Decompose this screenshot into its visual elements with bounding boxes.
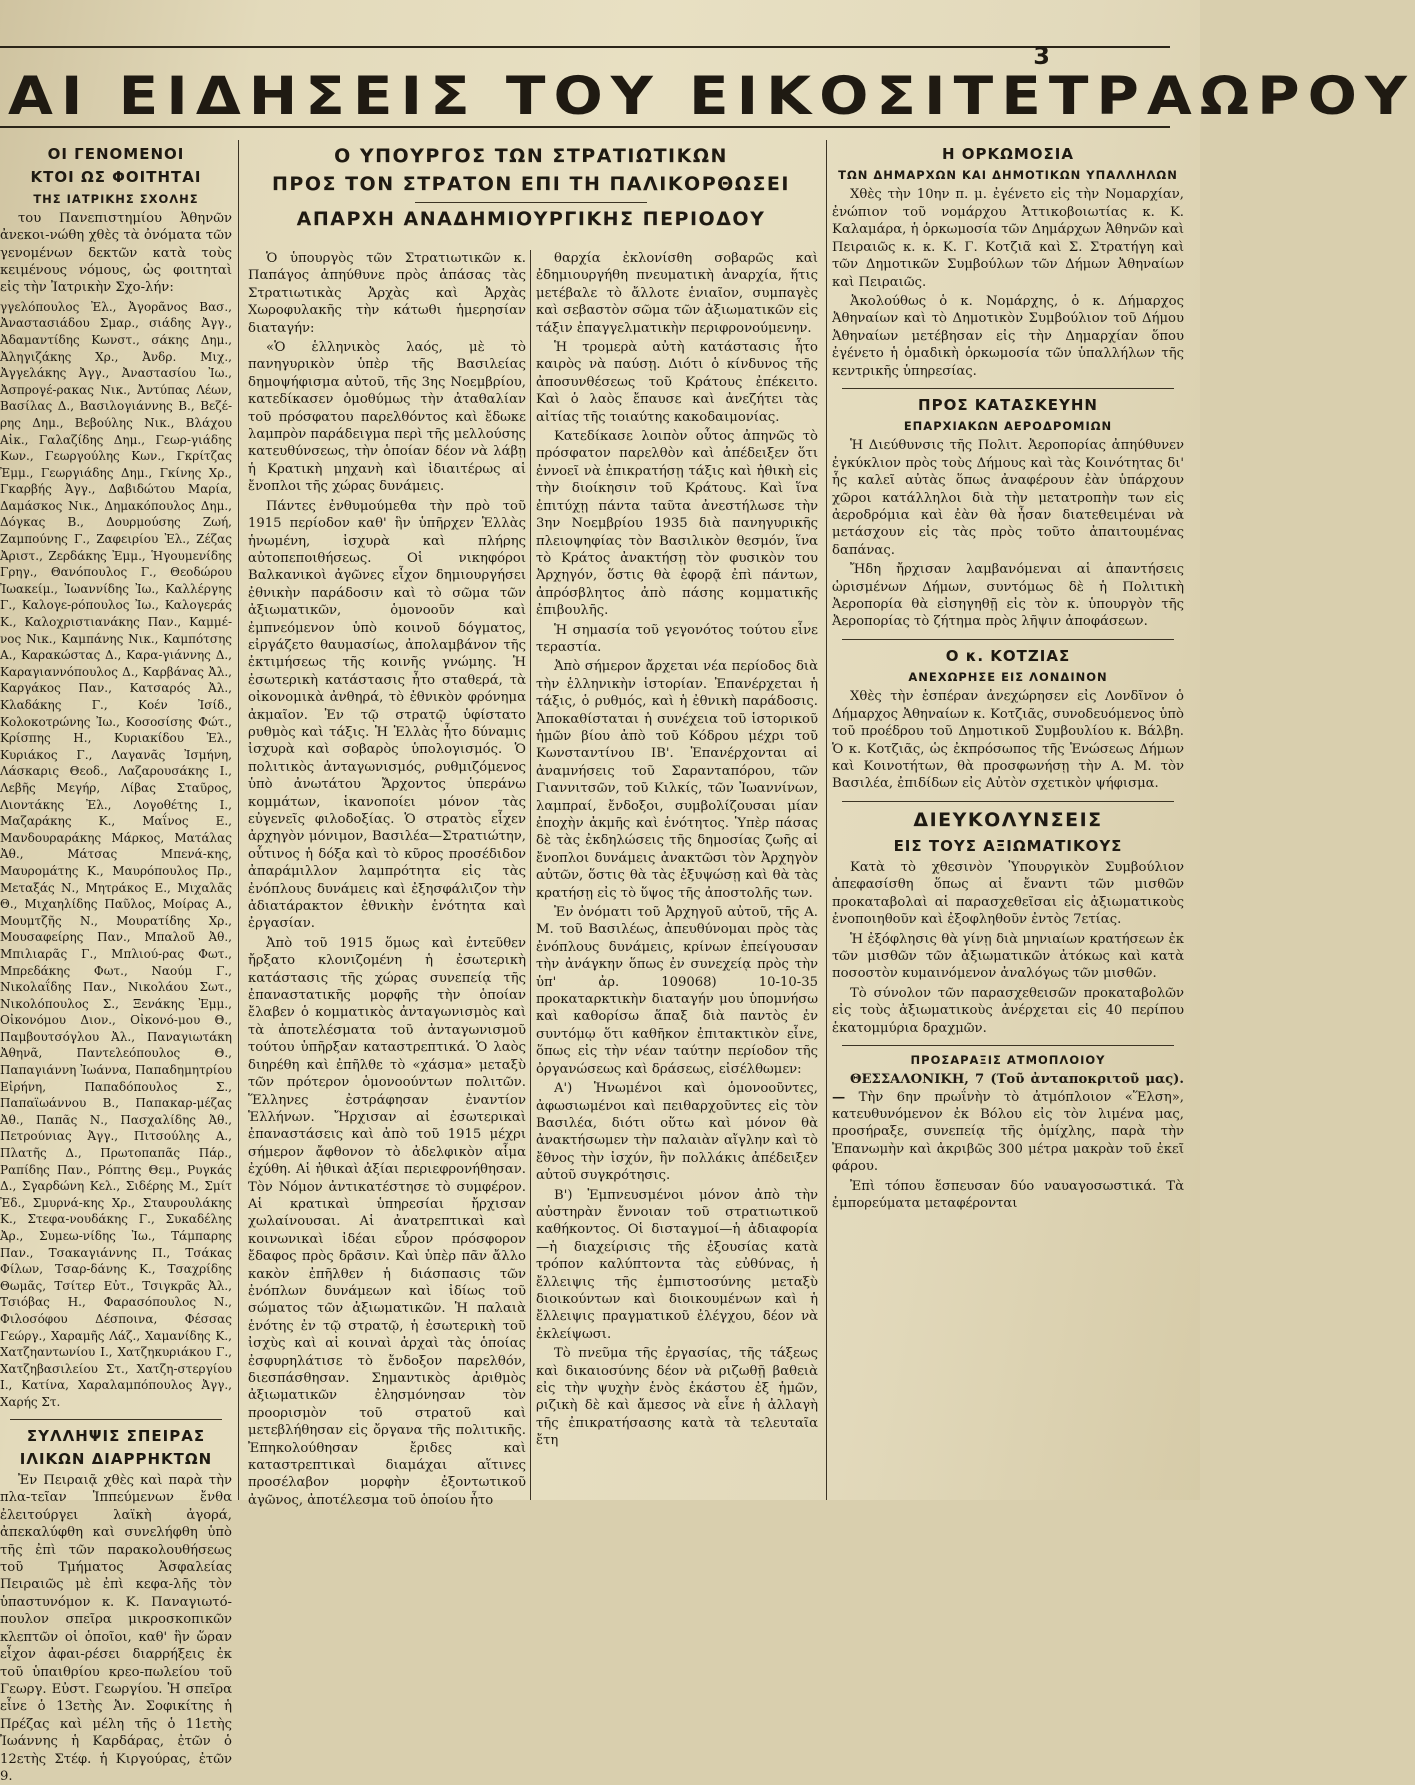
article-paragraph: θαρχία ἐκλονίσθη σοβαρῶς καὶ ἐδημιουργήθη πνευματικὴ ἀναρχία, ἥτις μετέβαλε τὸ ἄλλοτε ἑνιαῖον, συμπαγὲς καὶ σεβαστὸν σῶμα τῶν ἀξιωματικῶν εἰς τάξιν ἐπαγγελματικὴν περιφρονούμενην. bbox=[536, 251, 818, 336]
right-article-4-heading: ΔΙΕΥΚΟΛΥΝΣΕΙΣ bbox=[913, 808, 1103, 831]
center-column-a bbox=[248, 250, 526, 1508]
masthead bbox=[0, 18, 1415, 128]
article-paragraph: Ἡ ἐξόφλησις θὰ γίνῃ διὰ μηνιαίων κρατήσεων ἐκ τῶν μισθῶν τῶν ἀξιωματικῶν ἀτόκως καὶ κατὰ ποσοστὸν κυμαινόμενον ἀναλόγως τῶν μισθῶν. bbox=[832, 931, 1184, 982]
center-article-subheading: ΑΠΑΡΧΗ ΑΝΑΔΗΜΙΟΥΡΓΙΚΗΣ ΠΕΡΙΟΔΟΥ bbox=[296, 207, 766, 230]
center-article-heading: ΠΡΟΣ ΤΟΝ ΣΤΡΑΤΟΝ ΕΠΙ ΤΗ ΠΑΛΙΚΟΡΘΩΣΕΙ bbox=[272, 172, 790, 195]
page-number: 3 bbox=[1033, 42, 1050, 70]
article-paragraph: Ἐν ὀνόματι τοῦ Ἀρχηγοῦ αὐτοῦ, τῆς Α. Μ. τοῦ Βασιλέως, ἀπευθύνομαι πρὸς τὰς ἐνόπλους δυνάμεις, κρίνων ἐπείγουσαν τὴν ἀνάγκην ὅπως ἐν συνεχείᾳ πρὸς τὴν ὑπ' ἀρ. 109068) 10-10-35 προκαταρκτικὴν διαταγήν μου ὑπομνήσω καὶ καθορίσω ἅπαξ διὰ παντὸς ἐν συντόμῳ ὅτι καθῆκον ἐπιτακτικὸν εἶνε, ὅπως εἰς τὴν νέαν ταύτην περίοδον τῆς ὀργανώσεως καὶ δράσεως, εἰσέλθωμεν: bbox=[536, 905, 818, 1077]
left-column bbox=[0, 140, 232, 1784]
left-article-heading: ΚΤΟΙ ΩΣ ΦΟΙΤΗΤΑΙ bbox=[30, 168, 202, 187]
article-paragraph: Ἀκολούθως ὁ κ. Νομάρχης, ὁ κ. Δήμαρχος Ἀθηναίων καὶ τὸ Δημοτικὸν Συμβούλιον τοῦ Δήμου Ἀθηναίων μετέβησαν εἰς τὴν Δημαρχίαν ὅπου ἐγένετο ἡ ὁμαδικὴ ὁρκωμοσία τῶν ὑπαλλήλων τῆς κεντρικῆς ὑπηρεσίας. bbox=[832, 293, 1184, 379]
masthead-top-rule bbox=[0, 46, 1170, 48]
article-paragraph: Χθὲς τὴν ἑσπέραν ἀνεχώρησεν εἰς Λονδῖνον ὁ Δήμαρχος Ἀθηναίων κ. Κοτζιᾶς, συνοδευόμενος ὑπὸ τοῦ προέδρου τοῦ Δημοτικοῦ Συμβουλίου κ. Βάλβη. Ὁ κ. Κοτζιᾶς, ὡς ἐκπρόσωπος τῆς Ἑνώσεως Δήμων καὶ Κοινοτήτων, θὰ προσφωνήσῃ τὴν Α. Μ. τὸν Βασιλέα, ἐπιδίδων εἰς Αὐτὸν σχετικὸν ψήφισμα. bbox=[832, 689, 1184, 792]
article-paragraph: Ἀπὸ σήμερον ἄρχεται νέα περίοδος διὰ τὴν ἑλληνικὴν ἱστορίαν. Ἐπανέρχεται ἡ τάξις, ὁ ρυθμός, καὶ ἡ ἐθνικὴ παράδοσις. Ἀποκαθίσταται ἡ συνέχεια τοῦ ἱστορικοῦ ἡμῶν βίου ἀπὸ τοῦ Κόδρου μέχρι τοῦ Κωνσταντίνου ΙΒ'. Ἐπανέρχονται αἱ ἀναμνήσεις τοῦ Σαρανταπόρου, τῶν Γιαννιτσῶν, τοῦ Κιλκίς, τῶν Ἰωαννίνων, λαμπραί, ἔνδοξοι, συμβολίζουσαι μίαν ἐποχὴν ἀκμῆς καὶ ἑνότητος. Ὑπὲρ πάσας δὲ τὰς ἐκδηλώσεις τῆς δημοσίας ζωῆς αἱ ἔνοπλοι δυνάμεις ἀνακτῶσι τὸν Ἀρχηγὸν αὐτῶν, ὅστις θὰ τὰς ἐξυψώσῃ καὶ θὰ τὰς κρατήσῃ εἰς τὸ ὕψος τῆς ἀποστολῆς των. bbox=[536, 659, 818, 901]
column-rule bbox=[530, 250, 531, 1500]
column-rule bbox=[238, 140, 239, 1500]
right-article-2-subheading: ΕΠΑΡΧΙΑΚΩΝ ΑΕΡΟΔΡΟΜΙΩΝ bbox=[903, 419, 1113, 434]
right-article-2-heading: ΠΡΟΣ ΚΑΤΑΣΚΕΥΗΝ bbox=[918, 395, 1098, 414]
masthead-title: ΑΙ ΕΙΔΗΣΕΙΣ ΤΟΥ ΕΙΚΟΣΙΤΕΤΡΑΩΡΟΥ bbox=[8, 65, 1415, 127]
article-paragraph: Ἡ Διεύθυνσις τῆς Πολιτ. Ἀεροπορίας ἀπηύθυνεν ἐγκύκλιον πρὸς τοὺς Δήμους καὶ τὰς Κοινότητας δι' ἧς καλεῖ αὐτὰς ὅπως ἀναφέρουν ἐὰν ὑπάρχουν χῶροι κατάλληλοι διὰ τὴν μετατροπὴν των εἰς ἀεροδρόμια καὶ ἐὰν θὰ ἦσαν διατεθειμέναι νὰ μετάσχουν εἰς τὰς πρὸς τοῦτο ἀπαιτουμένας δαπάνας. bbox=[832, 438, 1184, 558]
right-article-4-subheading: ΕΙΣ ΤΟΥΣ ΑΞΙΩΜΑΤΙΚΟΥΣ bbox=[893, 836, 1123, 855]
left-article-2-heading: ΣΥΛΛΗΨΙΣ ΣΠΕΙΡΑΣ bbox=[26, 1426, 206, 1445]
article-paragraph: Κατεδίκασε λοιπὸν οὗτος ἀπηνῶς τὸ πρόσφατον παρελθὸν καὶ ἀπέδειξεν ὅτι ἐννοεῖ νὰ ἐπικρατήσῃ τάξις καὶ ἠθικὴ εἰς τὴν διοίκησιν τοῦ Κράτους. Καὶ ἵνα ἐπιτύχῃ πάντα ταῦτα ἀνεστήλωσε τὴν 3ην Νοεμβρίου 1935 διὰ πανηγυρικῆς πλειοψηφίας τὸν Βασιλικὸν θεσμόν, ἵνα τὸ Κράτος ἀνακτήσῃ τὸν φυσικὸν του Ἀρχηγόν, ὅστις θὰ ἐφορᾷ ἐπὶ πάντων, ἀπρόσβλητος ἀπὸ πάσης κομματικῆς ἐπιβουλῆς. bbox=[536, 429, 818, 619]
right-article-1-subheading: ΤΩΝ ΔΗΜΑΡΧΩΝ ΚΑΙ ΔΗΜΟΤΙΚΩΝ ΥΠΑΛΛΗΛΩΝ bbox=[838, 168, 1178, 183]
masthead-bottom-rule bbox=[0, 126, 1170, 128]
left-article-2-heading: ΙΛΙΚΩΝ ΔΙΑΡΡΗΚΤΩΝ bbox=[19, 1449, 213, 1468]
article-separator bbox=[842, 801, 1174, 802]
left-article-subheading: ΤΗΣ ΙΑΤΡΙΚΗΣ ΣΧΟΛΗΣ bbox=[33, 191, 199, 206]
article-separator bbox=[842, 1045, 1174, 1046]
article-paragraph bbox=[832, 1071, 1184, 1175]
article-paragraph: Κατὰ τὸ χθεσινὸν Ὑπουργικὸν Συμβούλιον ἀπεφασίσθη ὅπως αἱ ἔναντι τῶν μισθῶν προκαταβολαὶ αἱ παρασχεθεῖσαι εἰς ἀξιωματικοὺς ἐνοποιηθοῦν καὶ ἐξοφληθοῦν ἐντὸς 7ετίας. bbox=[832, 859, 1184, 928]
column-rule bbox=[826, 140, 827, 1500]
center-column-b bbox=[536, 250, 818, 1500]
article-paragraph: Ἡ τρομερὰ αὐτὴ κατάστασις ἦτο καιρὸς νὰ παύσῃ. Διότι ὁ κίνδυνος τῆς ἀποσυνθέσεως τοῦ Κράτους ἐπέκειτο. Καὶ ὁ λαὸς ἔπαυσε καὶ ἀνεζήτει τὰς αἰτίας τῆς τοιαύτης κακοδαιμονίας. bbox=[536, 340, 818, 425]
article-paragraph: Ἐπὶ τόπου ἔσπευσαν δύο ναυαγοσωστικά. Τὰ ἐμπορεύματα μεταφέρονται bbox=[832, 1178, 1184, 1211]
dateline: ΘΕΣΣΑΛΟΝΙΚΗ, 7 (Τοῦ ἀνταποκριτοῦ μας). — bbox=[832, 1072, 1184, 1105]
article-paragraph: Χθὲς τὴν 10ην π. μ. ἐγένετο εἰς τὴν Νομαρχίαν, ἐνώπιον τοῦ νομάρχου Ἀττικοβοιωτίας κ. Κ. Καλαμάρα, ἡ ὁρκωμοσία τῶν Δημάρχων Ἀθηνῶν καὶ Πειραιῶς κ. κ. Κ. Γ. Κοτζιᾶ καὶ Σ. Στρατήγη καὶ τῶν Δημοτικῶν Συμβούλων τῶν Δήμων Ἀθηναίων καὶ Πειραιῶς. bbox=[832, 187, 1184, 290]
student-names-list: γγελόπουλος Ἐλ., Ἀγορᾶνος Βασ., Ἀναστασιάδου Σμαρ., σιάδης Ἀγγ., Ἀδαμαντίδης Κωνστ., σάκης Δημ., Ἀληγιζάκης Χρ., Ἀνδρ. Μιχ., Ἀγγελάκης Ἀγγ., Ἀναστασίου Ἰω., Ἀσπρογέ-ρακας Νικ., Ἀντύπας Λέων, Βασίλας Δ., Βασιλογιάννης Β., Βεζέ-ρης Δημ., Βεβούλης Νικ., Βλάχου Αἰκ., Γαλαζίδης Δημ., Γεωρ-γιάδης Κων., Γεωργούλης Κων., Γκρίτζας Ἐμμ., Γεωργιάδης Δημ., Γκίνης Χρ., Γκαρβής Ἀγγ., Δαβιδώτου Μαρία, Δαμάσκος Νικ., Δημακόπουλος Δημ., Δόγκας Β., Δουρμούσης Ζωή, Ζαμπούνης Γ., Ζαφειρίου Ἐλ., Ζέζας Ἀριστ., Ζερδάκης Ἐμμ., Ἡγουμενίδης Γρηγ., Θανόπουλος Γ., Θεοδώρου Ἰωακείμ., Ἰωαννίδης Ἰω., Καλλέργης Γ., Καλογε-ρόπουλος Ἰω., Καλογεράς Κ., Καλοχριστιανάκης Παν., Καμμέ-νος Νικ., Καμπάνης Νικ., Καμπότσης Α., Καρακώστας Δ., Καρα-γιάννης Δ., Καραγιαννόπουλος Δ., Καρβάνας Ἀλ., Καργάκος Παν., Κατσαρός Ἀλ., Κλαδάκης Γ., Κοέν Ἰσίδ., Κολοκοτρώνης Ἰω., Κοσοσίσης Φώτ., Κρίσπης Η., Κυριακίδου Ἑλ., Κυριάκος Γ., Λαγανᾶς Ἰσμήνη, Λάσκαρις Θεοδ., Λαζαρουσάκης Ι., Λεβῆς Μεγήρ, Λίβας Σταῦρος, Λιοντάκης Ἐλ., Λογοθέτης Ι., Μαζαράκης Κ., Μαΐνος Ε., Μανδουραράκης Μάρκος, Ματάλας Ἀθ., Μάτσας Μπενά-κης, Μαυρομάτης Κ., Μαυρόπουλος Πρ., Μεταξάς Ν., Μητράκος Ε., Μιχαλᾶς Θ., Μιχαηλίδης Παῦλος, Μοίρας Α., Μουμτζῆς Ν., Μουρατίδης Χρ., Μουσαφείρης Παν., Μπαλοῦ Ἀθ., Μπιλιαρᾶς Γ., Μπλιού-ρας Φωτ., Μπρεδάκης Φωτ., Ναούμ Γ., Νικολαΐδης Παν., Νικολάου Σωτ., Νικολόπουλος Σ., Ξενάκης Ἐμμ., Οἰκονόμου Διον., Οἰκονό-μου Θ., Παμβουτσόγλου Ἀλ., Παναγιωτάκη Ἀθηνᾶ, Παντελεόπουλος Θ., Παπαγιάννη Ἰωάννα, Παπαδημητρίου Εἰρήνη, Παπαδόπουλος Σ., Παπαϊωάννου Β., Παπακαρ-μέζας Ἀθ., Παπᾶς Ν., Πασχαλίδης Ἀθ., Πετρούνιας Ἀγγ., Πιτσούλης Α., Πλατῆς Δ., Πρωτοπαπᾶς Πάρ., Ραπίδης Παν., Ρόπτης Θεμ., Ρυγκάς Δ., Σγαρδώνη Κελ., Σιδέρης Μ., Σμίτ Ἐδ., Σμυρνά-κης Χρ., Σταυρουλάκης Κ., Στεφα-νουδάκης Γ., Συκαδέλης Ἀρ., Συμεω-νίδης Ἰω., Τάμπαρης Παν., Τσακαγιάννης Π., Τσάκας Φίλων, Τσαρ-δάνης Κ., Τσαχρίδης Θωμᾶς, Τσίτερ Εὐτ., Τσιγκρᾶς Ἀλ., Τσιόβας Η., Φαρασόπουλος Ν., Φιλοσόφου Δέσποινα, Φέσσας Γεώργ., Χαραμῆς Λάζ., Χαμανίδης Κ., Χατζηαντωνίου Ι., Χατζηκυριάκου Γ., Χατζηβασιλείου Στ., Χατζη-στεργίου Ι., Κατίνα, Χαραλαμπόπουλος Ἀγγ., Χαρής Στ. bbox=[0, 299, 232, 1409]
article-paragraph: Β') Ἐμπνευσμένοι μόνον ἀπὸ τὴν αὐστηρὰν ἔννοιαν τοῦ στρατιωτικοῦ καθήκοντος. Οἱ δισταγμοί—ἡ ἀδιαφορία—ἡ διαχείρισις τῆς ἐξουσίας κατὰ τρόπον καλύπτοντα τὰς εὐθύνας, ἡ ἔλλειψις τῆς ἐμπιστοσύνης μεταξὺ διοικούντων καὶ διοικουμένων καὶ ἡ ἔλλειψις πραγματικοῦ ἐλέγχου, δέον νὰ ἐκλείψωσι. bbox=[536, 1187, 818, 1342]
right-article-1-heading: Η ΟΡΚΩΜΟΣΙΑ bbox=[941, 145, 1074, 163]
article-separator bbox=[842, 388, 1174, 389]
center-article-headings bbox=[242, 140, 820, 250]
article-paragraph: Πάντες ἐνθυμούμεθα τὴν πρὸ τοῦ 1915 περίοδον καθ' ἣν ὑπῆρχεν Ἑλλὰς ἡνωμένη, ἰσχυρὰ καὶ πλήρης αὐτοπεποιθήσεως. Οἱ νικηφόροι Βαλκανικοὶ ἀγῶνες εἶχον δημιουργήσει ἐθνικὴν παράδοσιν καὶ τὸ σῶμα τῶν ἀξιωματικῶν, ὁμονοοῦν καὶ ἐμπνεόμενον ὑπὸ κοινοῦ δόγματος, εἰργάζετο θαυμασίως, ἀπολαμβάνον τῆς ἐκτιμήσεως τῆς κοινῆς γνώμης. Ἡ ἐσωτερικὴ κατάστασις ἦτο σταθερά, τὰ οἰκονομικὰ ἀνθηρά, τὸ ἐθνικὸν φρόνημα ἀκμαῖον. Ἐν τῷ στρατῷ ὑφίστατο ρυθμὸς καὶ τάξις. Ἡ Ἑλλὰς ἦτο δύναμις ἰσχυρὰ καὶ σοβαρὸς ὑπολογισμός. Ὁ πολιτικὸς ἀνταγωνισμός, ρυθμιζόμενος ὑπὸ ἀνωτάτου Ἄρχοντος ὑπεράνω κομμάτων, ἱκανοποίει μόνον τὰς εὐγενεῖς φιλοδοξίας. Ὁ στρατὸς εἶχεν ἀρχηγὸν μόνιμον, Βασιλέα—Στρατιώτην, οὗτινος ἡ δόξα καὶ τὸ κῦρος προσέδιδον ἀπαράμιλλον λαμπρότητα εἰς τὰς ἐνόπλους δυνάμεις καὶ ἐξησφάλιζον τὴν ἀδιατάρακτον ἐθνικὴν ἑνότητα καὶ ἐργασίαν. bbox=[248, 498, 526, 932]
left-article-intro: του Πανεπιστημίου Ἀθηνῶν ἀνεκοι-νώθη χθὲς τὰ ὀνόματα τῶν γενομένων δεκτῶν κατὰ τοὺς κειμένους νόμους, ὡς φοιτηταὶ εἰς τὴν Ἰατρικὴν Σχο-λήν: bbox=[0, 210, 232, 296]
right-column bbox=[832, 140, 1184, 1500]
article-paragraph: Ἡ σημασία τοῦ γεγονότος τούτου εἶνε τεραστία. bbox=[536, 622, 818, 655]
article-separator bbox=[842, 639, 1174, 640]
center-article-heading: Ο ΥΠΟΥΡΓΟΣ ΤΩΝ ΣΤΡΑΤΙΩΤΙΚΩΝ bbox=[334, 145, 728, 167]
article-paragraph: Ἀπὸ τοῦ 1915 ὅμως καὶ ἐντεῦθεν ἤρξατο κλονιζομένη ἡ ἐσωτερικὴ κατάστασις τῆς χώρας συνεπείᾳ τῆς ἐπαναστατικῆς μορφῆς τὴν ὁποίαν ἔλαβεν ὁ κομματικὸς ἀνταγωνισμὸς καὶ τὰ ἀποτελέσματα τοῦ ἀνταγωνισμοῦ τούτου ὑπῆρξαν καταστρεπτικά. Ὁ λαὸς διηρέθη καὶ ἐπῆλθε τὸ «χάσμα» μεταξὺ τῶν πρότερον ὁμονοούντων πολιτῶν. Ἕλληνες ἐστράφησαν ἐναντίον Ἑλλήνων. Ἤρχισαν αἱ ἐσωτερικαὶ ἐπαναστάσεις καὶ ἀπὸ τοῦ 1915 μέχρι σήμερον ἄφθονον τὸ ἀδελφικὸν αἷμα ἐχύθη. Αἱ ἠθικαὶ ἀξίαι περιεφρονήθησαν. Τὸν Νόμον ἀντικατέστησε τὸ συμφέρον. Αἱ κρατικαὶ ὑπηρεσίαι ἤρχισαν χωλαίνουσαι. Αἱ ἀνατρεπτικαὶ καὶ κοινωνικαὶ ἰδέαι εὗρον πρόσφορον ἔδαφος πρὸς δρᾶσιν. Καὶ ὑπὲρ πᾶν ἄλλο κακὸν ἐπῆλθεν ἡ διάσπασις τῶν ἐνόπλων δυνάμεων καὶ ἰδίως τοῦ σώματος τῶν ἀξιωματικῶν. Ἡ παλαιὰ ἑνότης ἐν τῷ στρατῷ, ἡ ἐσωτερικὴ τοῦ ἰσχὺς καὶ αἱ κοιναὶ ἀρχαὶ τὰς ὁποίας ἐσφυρηλάτισε τὸ ἔνδοξον παρελθόν, διεσπάσθησαν. Σημαντικὸς ἀριθμὸς ἀξιωματικῶν ἐλησμόνησαν τὸν προορισμὸν τοῦ στρατοῦ καὶ μετεβλήθησαν εἰς ὄργανα τῆς πολιτικῆς. Ἐπηκολούθησαν ἔριδες καὶ καταστρεπτικαὶ διαμάχαι αἵτινες προσέλαβον μορφὴν ἐξοντωτικοῦ ἀγῶνος, ἀποτέλεσμα τοῦ ὁποίου ἦτο bbox=[248, 935, 526, 1508]
heading-rule bbox=[415, 202, 646, 203]
article-paragraph: Τὸ πνεῦμα τῆς ἐργασίας, τῆς τάξεως καὶ δικαιοσύνης δέον νὰ ριζωθῇ βαθειὰ εἰς τὴν ψυχὴν ἑνὸς ἑκάστου ἐξ ἡμῶν, ριζικὴ δὲ καὶ ἄμεσος νὰ εἶνε ἡ ἀλλαγὴ τῆς ἐπικρατήσασης κατὰ τὰ τελευταῖα ἔτη bbox=[536, 1346, 818, 1449]
article-separator bbox=[10, 1419, 222, 1420]
left-article-heading: ΟΙ ΓΕΝΟΜΕΝΟΙ bbox=[47, 145, 185, 163]
article-paragraph: Α') Ἡνωμένοι καὶ ὁμονοοῦντες, ἀφωσιωμένοι καὶ πειθαρχοῦντες εἰς τὸν Βασιλέα, διότι οὕτω καὶ μόνον θὰ ἀνακτήσωμεν τὴν παλαιὰν αἴγλην καὶ τὸ ἔθνος τὴν ἰσχύν, ἣν πολλάκις ἀπέδειξεν αὐτοῦ συγκρότησις. bbox=[536, 1081, 818, 1184]
article-paragraph: Τὸ σύνολον τῶν παρασχεθεισῶν προκαταβολῶν εἰς τοὺς ἀξιωματικοὺς ἀνέρχεται εἰς 40 περίπου ἑκατομμύρια δραχμῶν. bbox=[832, 985, 1184, 1036]
right-article-3-subheading: ΑΝΕΧΩΡΗΣΕ ΕΙΣ ΛΟΝΔΙΝΟΝ bbox=[908, 670, 1108, 685]
article-paragraph: Ὁ ὑπουργὸς τῶν Στρατιωτικῶν κ. Παπάγος ἀπηύθυνε πρὸς ἁπάσας τὰς Στρατιωτικὰς Ἀρχὰς καὶ Ἀρχὰς Χωροφυλακῆς τὴν κάτωθι ἡμερησίαν διαταγήν: bbox=[248, 251, 526, 336]
article-paragraph: «Ὁ ἑλληνικὸς λαός, μὲ τὸ πανηγυρικὸν ὑπὲρ τῆς Βασιλείας δημοψήφισμα αὐτοῦ, τῆς 3ης Νοεμβρίου, κατεδίκασεν ὁμοθύμως τὴν ἀταθαλίαν τοῦ πρόσφατου παρελθόντος καὶ ἔδωκε λαμπρὸν παράδειγμα περὶ τῆς μελλούσης κατευθύνσεως, τὴν ὁποίαν δέον νὰ λάβῃ ἡ Κρατικὴ μηχανὴ καὶ ἰδιαιτέρως αἱ ἔνοπλοι τῆς χώρας δυνάμεις. bbox=[248, 340, 526, 495]
article-paragraph: Ἤδη ἤρχισαν λαμβανόμεναι αἱ ἀπαντήσεις ὡρισμένων Δήμων, συντόμως δὲ ἡ Πολιτικὴ Ἀεροπορία θὰ εἰσηγηθῇ εἰς τὸν κ. ὑπουργὸν τῆς Ἀεροπορίας τὸ ζήτημα πρὸς λῆψιν ἀποφάσεων. bbox=[832, 562, 1184, 630]
right-article-3-heading: Ο κ. ΚΟΤΖΙΑΣ bbox=[945, 646, 1071, 665]
left-article-2-body: Ἐν Πειραιᾷ χθὲς καὶ παρὰ τὴν πλα-τεῖαν Ἱππεύμενων ἔνθα ἐλειτούργει λαϊκὴ ἀγορά, ἀπεκαλύφθη καὶ συνελήφθη ὑπὸ τῆς ἐπὶ τῶν παρακολουθήσεως τοῦ Τμήματος Ἀσφαλείας Πειραιῶς μὲ ἐπὶ κεφα-λῆς τὸν ὑπαστυνόμον κ. Κ. Παναγιωτό-πουλον σπεῖρα μικροσκοπικῶν κλεπτῶν οἱ ὁποῖοι, καθ' ἣν ὥραν εἶχον ἀφαι-ρέσει διαρρήξεις ἐκ τοῦ ὑπαιθρίου κρεο-πωλείου τοῦ Γεωργ. Εὐστ. Γεωργίου. Ἡ σπεῖρα εἶνε ὁ 13ετὴς Ἀν. Σοφικίτης ἡ Πρέζας καὶ μέλη τῆς ὁ 11ετὴς Ἰωάννης ἡ Καρδάρας, ἐτῶν ὁ 12ετὴς Στέφ. ἡ Κιργούρας, ἐτῶν 9. bbox=[0, 1473, 232, 1784]
article-paragraph-text: Τὴν 6ην πρωΐνὴν τὸ ἀτμόπλοιον «Ἕλση», κατευθυνόμενον ἐκ Βόλου εἰς τὸν λιμένα μας, προσήραξε, συνεπείᾳ τῆς ὁμίχλης, παρὰ τὴν Ἐπανωμὴν καὶ ἀκριβῶς 300 μέτρα μακρὰν τοῦ ἐκεῖ φάρου. bbox=[832, 1089, 1184, 1175]
right-article-5-heading: ΠΡΟΣΑΡΑΞΙΣ ΑΤΜΟΠΛΟΙΟΥ bbox=[910, 1052, 1106, 1067]
